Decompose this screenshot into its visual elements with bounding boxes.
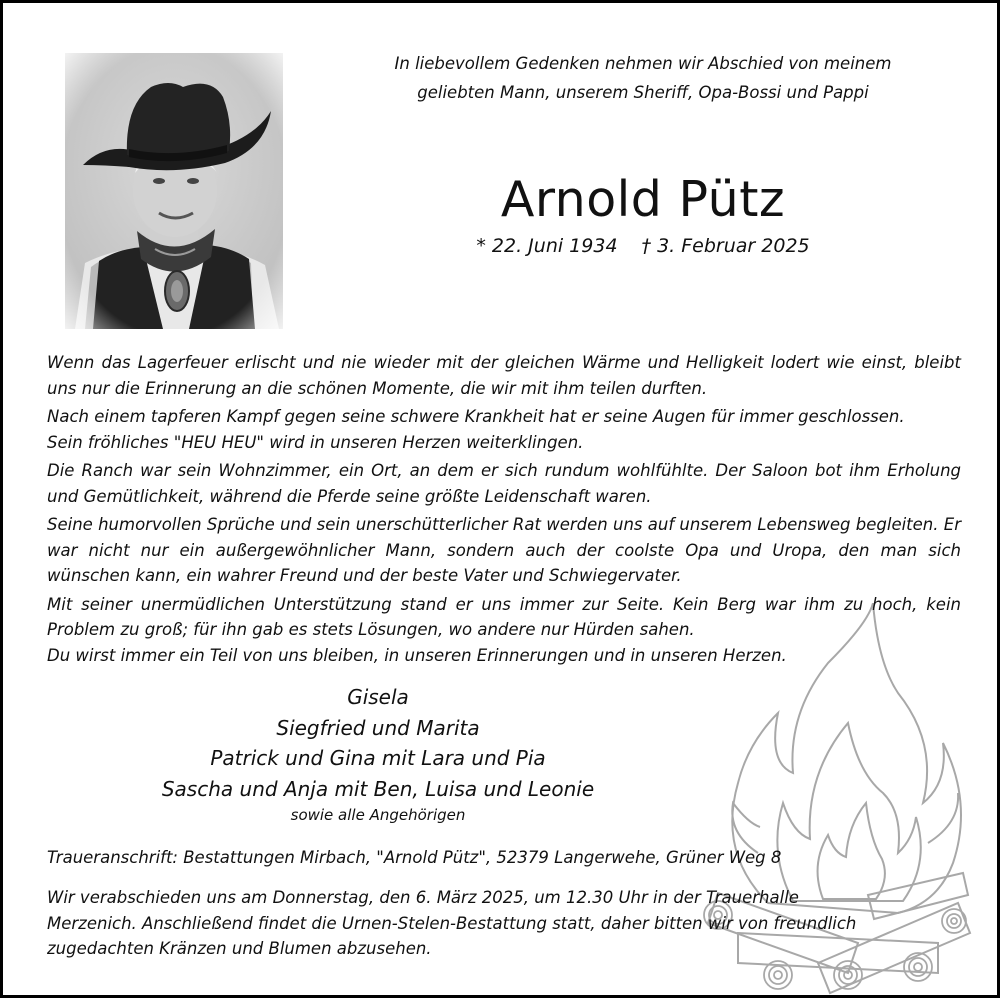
birth-date: * 22. Juni 1934 [476,235,618,257]
paragraph: Seine humorvollen Sprüche und sein unerschütterlicher Rat werden uns auf unserem Lebensweg begleiten. Er war nicht nur ein außergewöhnlicher Mann, sondern auch der coolste Opa und Uropa, den man sich wünschen kann, ein wahrer Freund und der beste Vater und Schwiegervater. [47,515,961,585]
intro-text [343,49,943,107]
relatives-line: sowie alle Angehörigen [290,806,466,824]
funeral-info [47,885,961,962]
family-member: Sascha und Anja mit Ben, Luisa und Leonie [161,776,595,801]
funeral-info-line: zugedachten Kränzen und Blumen abzusehen. [47,939,432,958]
family-list [113,682,643,826]
deceased-name: Arnold Pütz [500,171,786,228]
portrait-photo [65,53,283,329]
intro-line-2: geliebten Mann, unserem Sheriff, Opa-Bossi und Pappi [417,83,869,102]
intro-line-1: In liebevollem Gedenken nehmen wir Abschied von meinem [394,54,892,73]
obituary-text [47,350,961,668]
family-member: Siegfried und Marita [276,715,480,740]
family-member: Gisela [347,685,409,709]
mourning-address: Traueranschrift: Bestattungen Mirbach, "Arnold Pütz", 52379 Langerwehe, Grüner Weg 8 [47,848,782,867]
paragraph: Die Ranch war sein Wohnzimmer, ein Ort, an dem er sich rundum wohlfühlte. Der Saloon bot ihm Erholung und Gemütlichkeit, während die Pferde seine größte Leidenschaft waren. [47,461,961,506]
family-member: Patrick und Gina mit Lara und Pia [210,746,546,770]
paragraph: Nach einem tapferen Kampf gegen seine schwere Krankheit hat er seine Augen für immer geschlossen. [47,407,905,426]
paragraph: Sein fröhliches "HEU HEU" wird in unseren Herzen weiterklingen. [47,432,584,452]
life-dates [343,231,943,261]
paragraph: Wenn das Lagerfeuer erlischt und nie wieder mit der gleichen Wärme und Helligkeit lodert wie einst, bleibt uns nur die Erinnerung an die schönen Momente, die wir mit ihm teilen durften. [47,353,961,398]
funeral-info-line: Merzenich. Anschließend findet die Urnen-Stelen-Bestattung statt, daher bitten wir von freundlich [47,913,857,933]
funeral-info-line: Wir verabschieden uns am Donnerstag, den 6. März 2025, um 12.30 Uhr in der Trauerhalle [47,888,799,907]
death-date: † 3. Februar 2025 [641,235,810,257]
paragraph: Mit seiner unermüdlichen Unterstützung stand er uns immer zur Seite. Kein Berg war ihm zu hoch, kein Problem zu groß; für ihn gab es stets Lösungen, wo andere nur Hürden sahen. [47,594,961,639]
paragraph: Du wirst immer ein Teil von uns bleiben, in unseren Erinnerungen und in unseren Herzen. [47,645,787,665]
